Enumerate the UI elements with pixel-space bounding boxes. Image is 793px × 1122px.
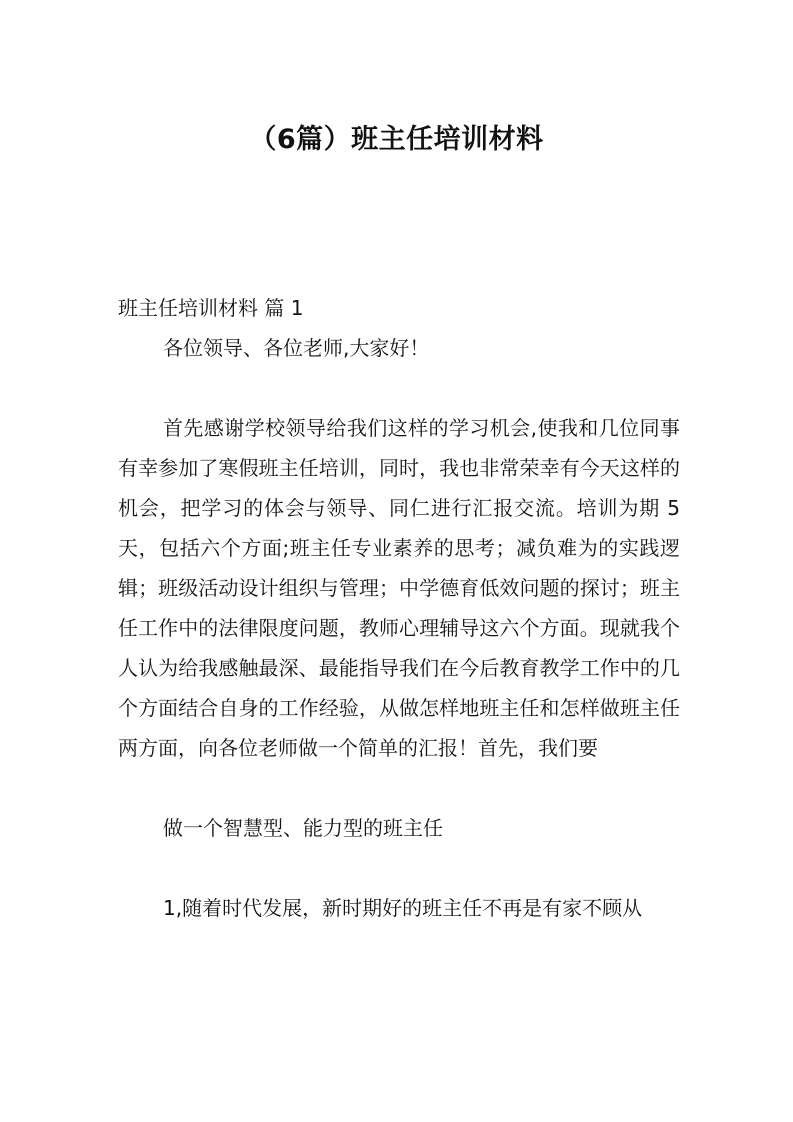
section-heading: 班主任培训材料 篇 1 xyxy=(118,296,304,320)
document-body xyxy=(118,288,687,928)
paragraph-spacer xyxy=(118,848,680,888)
subheading-paragraph: 做一个智慧型、能力型的班主任 xyxy=(163,816,443,840)
greeting-line: 各位领导、各位老师,大家好！ xyxy=(163,336,430,360)
paragraph-spacer xyxy=(118,368,680,408)
body-paragraph: 首先感谢学校领导给我们这样的学习机会,使我和几位同事有幸参加了寒假班主任培训，同时，我也非常荣幸有今天这样的机会，把学习的体会与领导、同仁进行汇报交流。培训为期 5 天，包括六个方面;班主任专业素养的思考；减负难为的实践逻辑；班级活动设计组织与管理；中学德育低效问题的探讨；班主任工作中的法律限度问题，教师心理辅导这六个方面。现就我个人认为给我感触最深、最能指导我们在今后教育教学工作中的几个方面结合自身的工作经验，从做怎样地班主任和怎样做班主任两方面，向各位老师做一个简单的汇报！首先，我们要 xyxy=(118,416,687,760)
paragraph-spacer xyxy=(118,768,680,808)
page-title: （6篇）班主任培训材料 xyxy=(249,124,544,155)
point-one-paragraph: 1,随着时代发展，新时期好的班主任不再是有家不顾从 xyxy=(163,896,643,920)
